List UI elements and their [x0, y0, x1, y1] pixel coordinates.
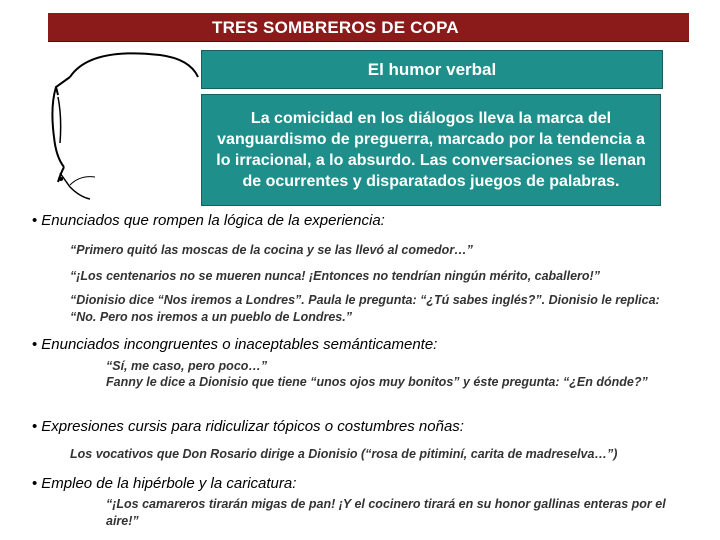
section-heading [32, 418, 464, 435]
bullet: • [32, 418, 38, 435]
section-heading-text: Expresiones cursis para ridiculizar tópicos o costumbres noñas: [41, 418, 464, 435]
quote: “Sí, me caso, pero poco…” [106, 359, 268, 373]
bullet: • [32, 475, 38, 492]
subtitle: El humor verbal [367, 60, 497, 79]
quote: “Dionisio dice “Nos iremos a Londres”. Paula le pregunta: “¿Tú sabes inglés?”. Dionisio le replica: “No. Pero nos iremos a un pueblo de Londres.” [70, 293, 660, 324]
title-bar [48, 13, 689, 42]
quote: “¡Los centenarios no se mueren nunca! ¡Entonces no tendrían ningún mérito, caballero!” [70, 269, 600, 283]
intro-text: La comicidad en los diálogos lleva la marca del vanguardismo de preguerra, marcado por la tendencia a lo irracional, a lo absurdo. Las conversaciones se llenan de ocurrentes y disparatados juegos de palabras. [216, 110, 646, 190]
quote: Fanny le dice a Dionisio que tiene “unos ojos muy bonitos” y éste pregunta: “¿En dónde?” [106, 375, 648, 389]
section-heading-text: Enunciados incongruentes o inaceptables semánticamente: [41, 336, 438, 353]
section-heading-text: Enunciados que rompen la lógica de la experiencia: [41, 212, 385, 229]
bullet: • [32, 212, 38, 229]
subtitle-box [201, 50, 663, 89]
quote: Los vocativos que Don Rosario dirige a Dionisio (“rosa de pitiminí, carita de madreselva…”) [70, 447, 618, 461]
section-heading [32, 475, 296, 492]
caricature-portrait-icon [50, 47, 200, 207]
quote: “¡Los camareros tirarán migas de pan! ¡Y el cocinero tirará en su honor gallinas enteras por el aire!” [106, 497, 666, 528]
section-heading [32, 336, 437, 353]
bullet: • [32, 336, 38, 353]
quote: “Primero quitó las moscas de la cocina y se las llevó al comedor…” [70, 243, 473, 257]
section-heading-text: Empleo de la hipérbole y la caricatura: [41, 475, 297, 492]
intro-box [201, 94, 661, 206]
section-heading [32, 212, 385, 229]
page-title: TRES SOMBREROS DE COPA [212, 18, 459, 37]
